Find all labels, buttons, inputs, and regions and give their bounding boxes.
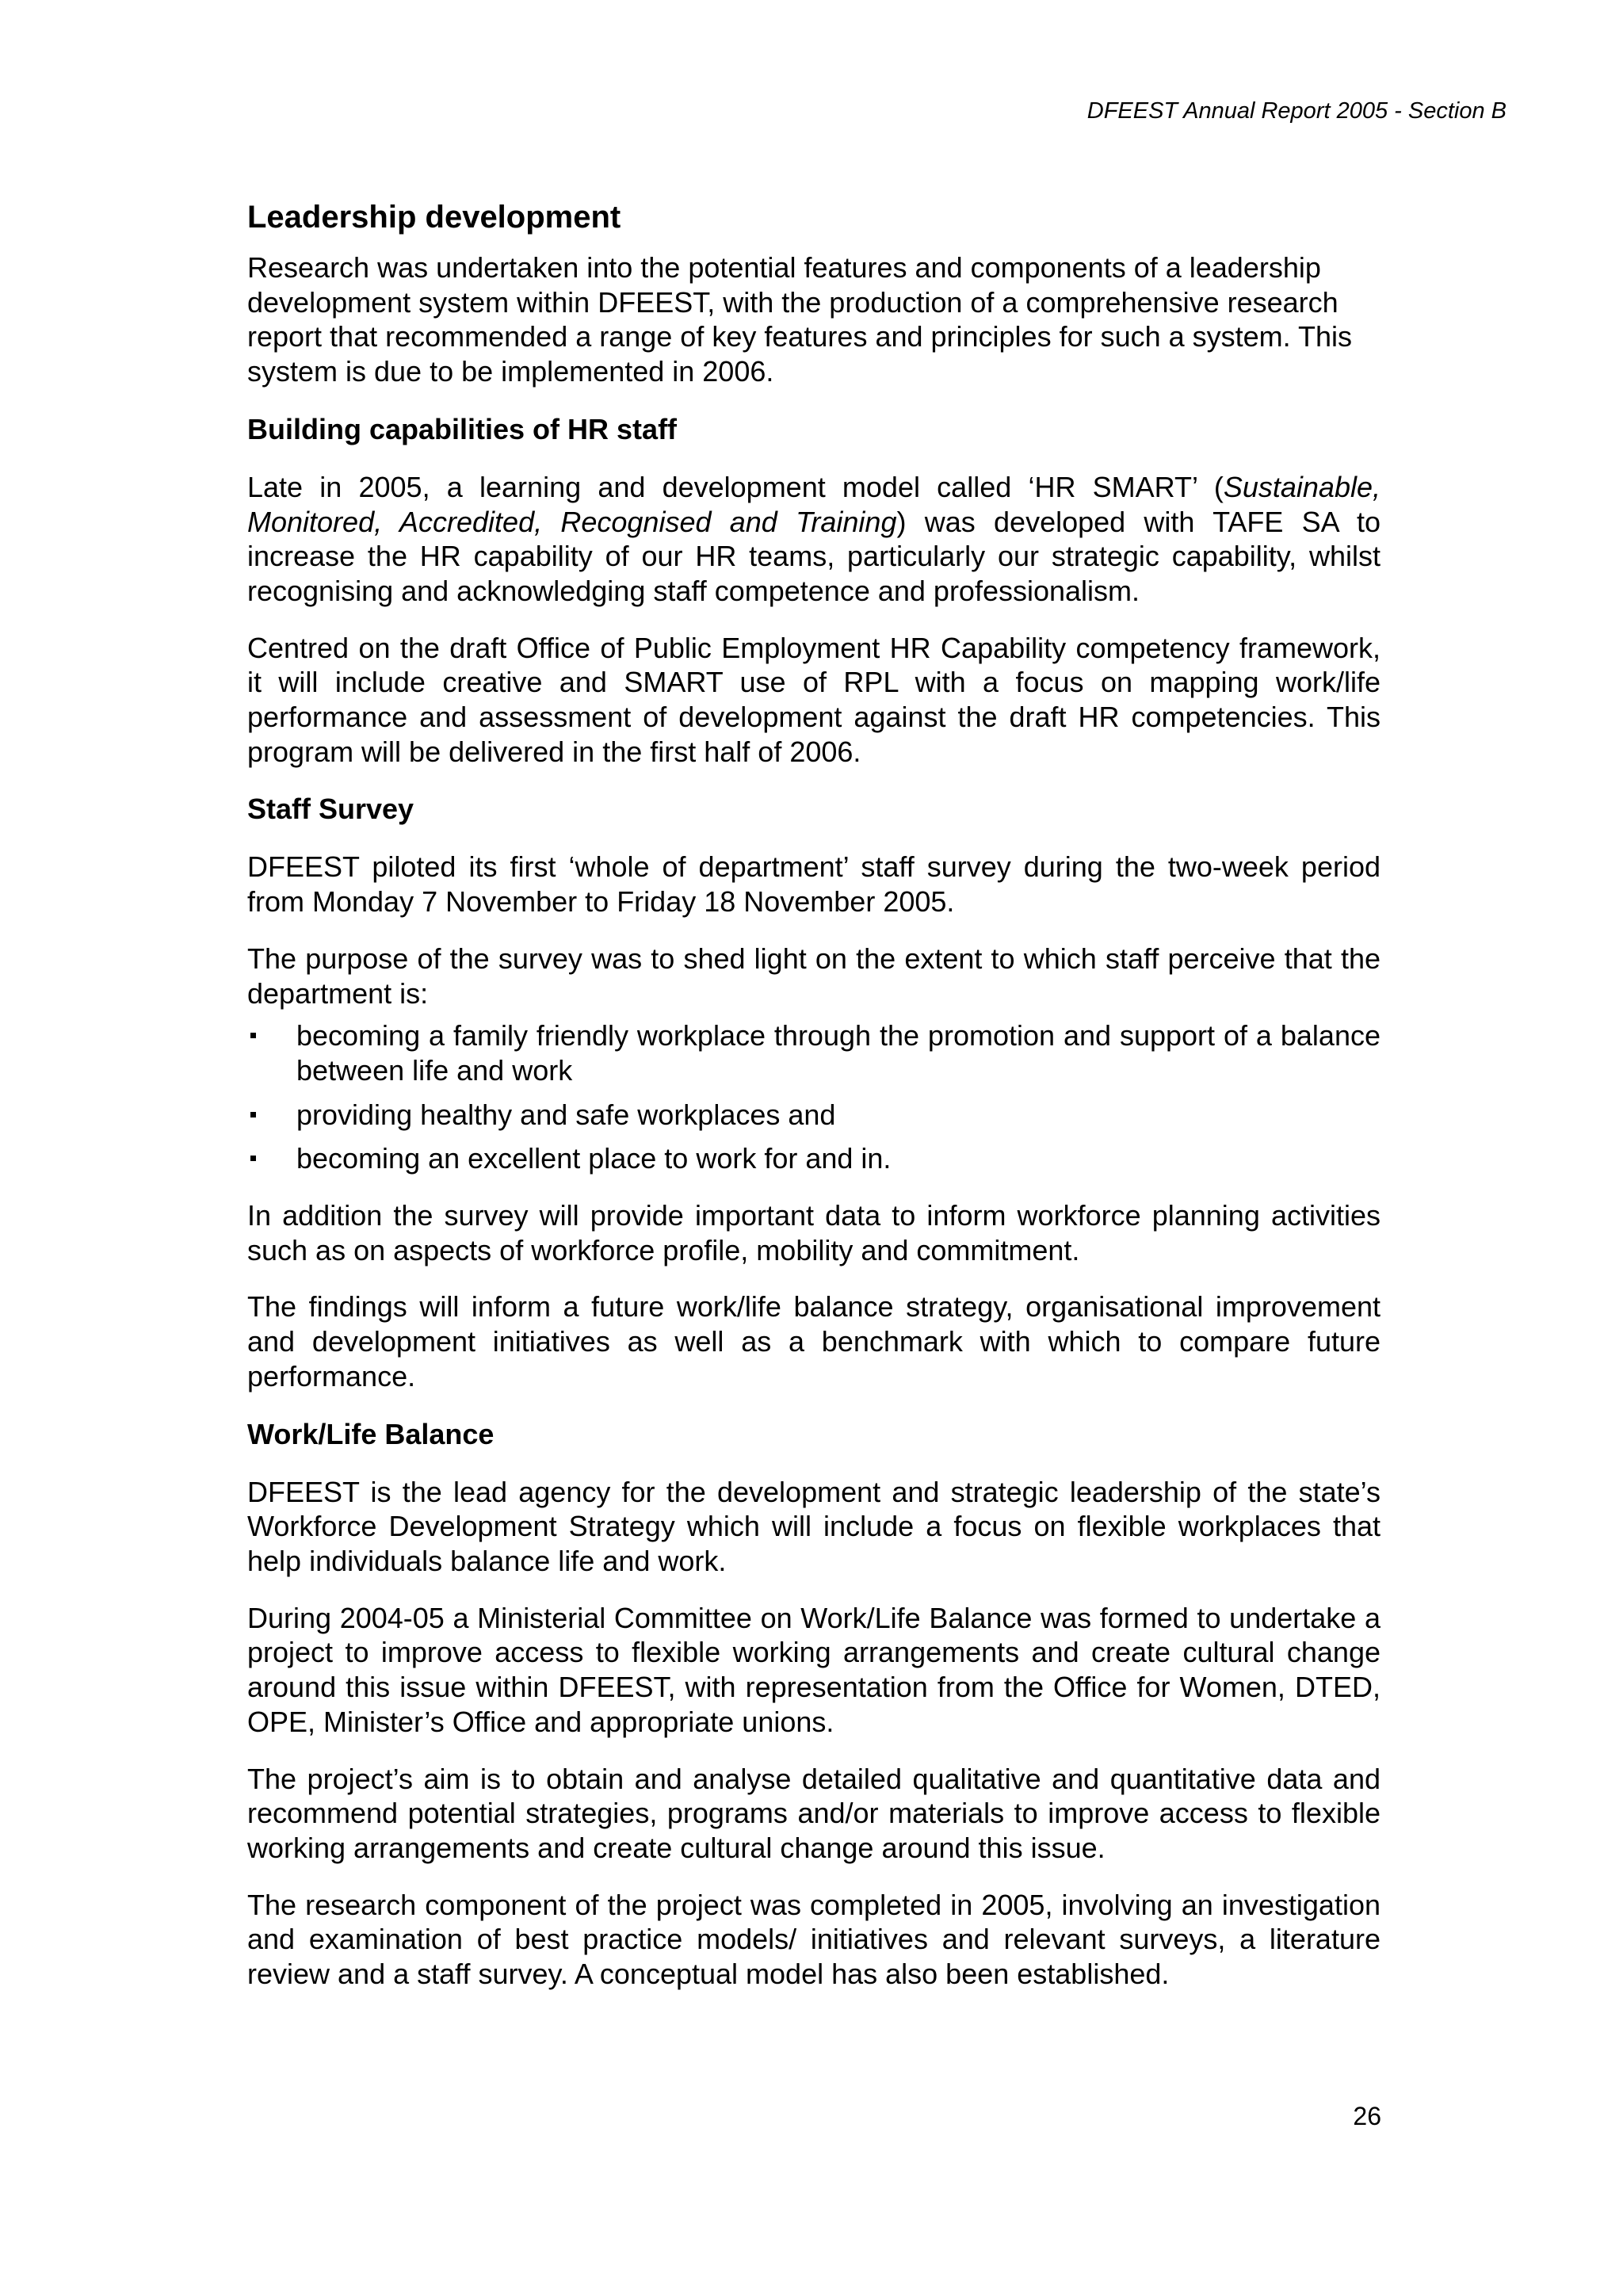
heading-staff-survey: Staff Survey <box>247 793 414 826</box>
heading-work-life-balance: Work/Life Balance <box>247 1417 495 1450</box>
page-content <box>247 197 1381 2014</box>
running-header: DFEEST Annual Report 2005 - Section B <box>1086 98 1507 124</box>
heading-leadership-development: Leadership development <box>247 200 621 235</box>
hr-staff-paragraph-1 <box>247 470 1381 609</box>
bullet-icon <box>250 1112 256 1117</box>
hr-smart-expansion: Sustainable, Monitored, Accredited, Recognised and Training <box>247 470 1381 538</box>
staff-survey-paragraph-2: The purpose of the survey was to shed light on the extent to which staff perceive that the department is: <box>247 942 1381 1010</box>
staff-survey-paragraph-4: The findings will inform a future work/life balance strategy, organisational improvement and development initiatives as well as a benchmark with which to compare future performance. <box>247 1290 1381 1392</box>
bullet-icon <box>250 1033 256 1038</box>
work-life-paragraph-3: The project’s aim is to obtain and analyse detailed qualitative and quantitative data and recommend potential strategies, programs and/or materials to improve access to flexible working arrangements and create cultural change around this issue. <box>247 1762 1381 1864</box>
work-life-paragraph-2: During 2004-05 a Ministerial Committee on Work/Life Balance was formed to undertake a project to improve access to flexible working arrangements and create cultural change around this issue within DFEEST, with representation from the Office for Women, DTED, OPE, Minister’s Office and appropriate unions. <box>247 1601 1381 1738</box>
hr-staff-paragraph-2: Centred on the draft Office of Public Employment HR Capability competency framework, it will include creative and SMART use of RPL with a focus on mapping work/life performance and assessment of development against the draft HR competencies. This program will be delivered in the first half of 2006. <box>247 631 1381 768</box>
hr-smart-intro: Late in 2005, a learning and development model called ‘HR SMART’ ( <box>247 470 1224 503</box>
page-number: 26 <box>1353 2102 1381 2130</box>
list-item: becoming a family friendly workplace through the promotion and support of a balance between life and work <box>247 1018 1381 1087</box>
list-item: becoming an excellent place to work for and in. <box>247 1141 1381 1176</box>
heading-hr-staff: Building capabilities of HR staff <box>247 412 678 445</box>
staff-survey-paragraph-1: DFEEST piloted its first ‘whole of department’ staff survey during the two-week period from Monday 7 November to Friday 18 November 2005. <box>247 850 1381 919</box>
work-life-paragraph-4: The research component of the project was completed in 2005, involving an investigation and examination of best practice models/ initiatives and relevant surveys, a literature review and a staff survey. A conceptual model has also been established. <box>247 1888 1381 1991</box>
survey-purpose-list <box>247 1018 1381 1176</box>
list-item: providing healthy and safe workplaces and <box>247 1098 1381 1133</box>
bullet-icon <box>250 1156 256 1161</box>
hr-smart-rest: ) was developed with TAFE SA to increase the HR capability of our HR teams, particularly our strategic capability, whilst recognising and acknowledging staff competence and professionalism. <box>247 505 1381 607</box>
work-life-paragraph-1: DFEEST is the lead agency for the development and strategic leadership of the state’s Workforce Development Strategy which will include a focus on flexible workplaces that help individuals balance life and work. <box>247 1475 1381 1577</box>
leadership-paragraph: Research was undertaken into the potential features and components of a leadership development system within DFEEST, with the production of a comprehensive research report that recommended a range of key features and principles for such a system. This system is due to be implemented in 2006. <box>247 251 1353 388</box>
staff-survey-paragraph-3: In addition the survey will provide important data to inform workforce planning activities such as on aspects of workforce profile, mobility and commitment. <box>247 1199 1381 1266</box>
